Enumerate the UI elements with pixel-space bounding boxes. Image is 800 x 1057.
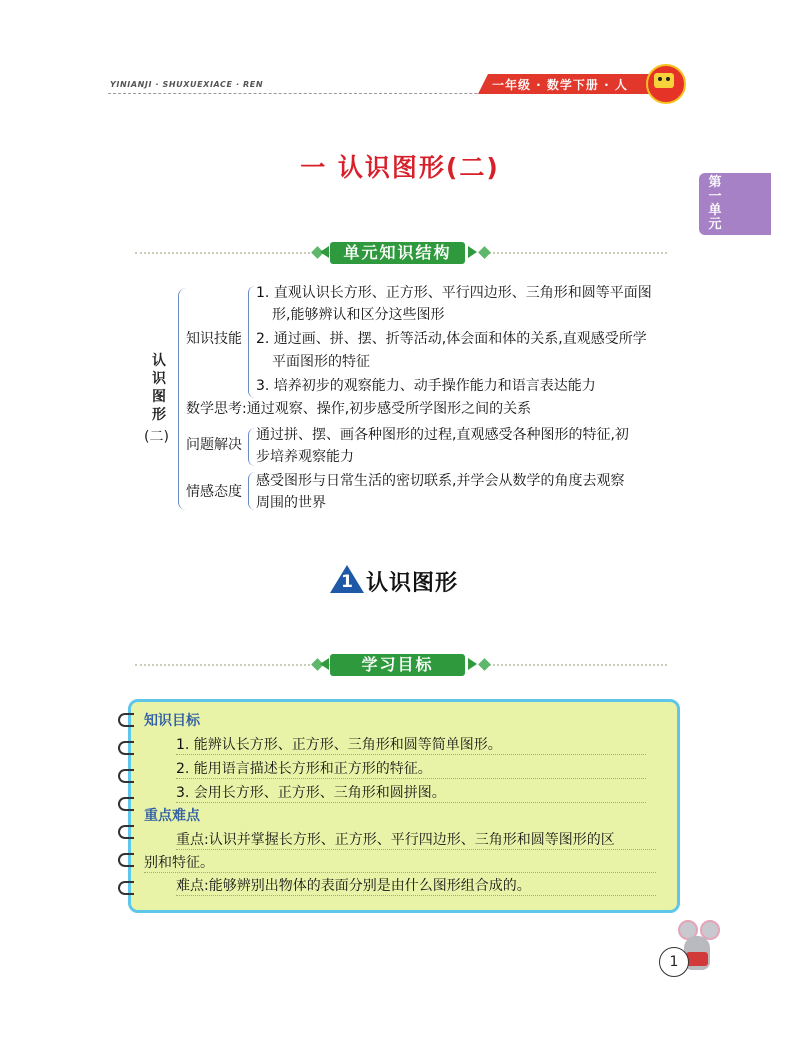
section-banner-structure: 单元知识结构 (330, 242, 465, 264)
section-banner-goals: 学习目标 (330, 654, 465, 676)
lesson-title: 认识图形 (366, 571, 459, 596)
knowledge-goal: 3. 会用长方形、正方形、三角形和圆拼图。 (176, 782, 646, 803)
skill-item-cont: 平面图形的特征 (272, 354, 370, 370)
running-header-pinyin: YINIANJI · SHUXUEXIACE · REN (110, 80, 264, 89)
logo-eye-icon (658, 77, 662, 81)
math-thinking: 数学思考:通过观察、操作,初步感受所学图形之间的关系 (186, 401, 532, 417)
binder-ring-icon (118, 797, 134, 811)
emotion-item-cont: 周围的世界 (256, 495, 326, 511)
structure-brace-skill (248, 286, 255, 398)
banner-dotline-right (482, 252, 667, 254)
root-char: 认 (152, 353, 166, 369)
banner-dotline-left (135, 252, 330, 254)
key-point: 重点:认识并掌握长方形、正方形、平行四边形、三角形和圆等图形的区 (176, 829, 656, 850)
skill-item: 3. 培养初步的观察能力、动手操作能力和语言表达能力 (256, 378, 596, 394)
binder-ring-icon (118, 713, 134, 727)
goals-heading-key: 重点难点 (144, 808, 200, 824)
emotion-item: 感受图形与日常生活的密切联系,并学会从数学的角度去观察 (256, 473, 625, 489)
mascot-shirt (686, 952, 708, 966)
banner-dotline-right (482, 664, 667, 666)
structure-brace-main (178, 288, 187, 510)
structure-brace-problem (248, 428, 255, 466)
skill-item-cont: 形,能够辨认和区分这些图形 (272, 307, 445, 323)
lesson-number: 1 (341, 572, 353, 592)
header-tab-text: 一年级 · 数学下册 · 人 (492, 78, 628, 92)
banner-dotline-left (135, 664, 330, 666)
binder-ring-icon (118, 881, 134, 895)
category-emotion: 情感态度 (186, 484, 242, 500)
key-point-cont: 别和特征。 (144, 852, 656, 873)
structure-root (146, 352, 172, 424)
skill-item: 1. 直观认识长方形、正方形、平行四边形、三角形和圆等平面图 (256, 285, 652, 301)
category-problem: 问题解决 (186, 437, 242, 453)
banner-arrow-left-icon (320, 246, 329, 258)
knowledge-goal: 2. 能用语言描述长方形和正方形的特征。 (176, 758, 646, 779)
root-char: 识 (152, 371, 166, 387)
difficulty-point: 难点:能够辨别出物体的表面分别是由什么图形组合成的。 (176, 875, 656, 896)
banner-arrow-left-icon (320, 658, 329, 670)
knowledge-goal: 1. 能辨认长方形、正方形、三角形和圆等简单图形。 (176, 734, 646, 755)
logo-eye-icon (666, 77, 670, 81)
binder-ring-icon (118, 769, 134, 783)
banner-gem-icon (478, 246, 491, 259)
banner-gem-icon (478, 658, 491, 671)
logo-book-icon (654, 73, 674, 88)
goals-heading-knowledge: 知识目标 (144, 713, 200, 729)
page-number: 1 (659, 947, 689, 977)
unit-side-tab-text: 第一单元 (708, 175, 722, 232)
structure-root-sub: (二) (144, 429, 169, 445)
problem-item-cont: 步培养观察能力 (256, 449, 354, 465)
root-char: 图 (152, 389, 166, 405)
problem-item: 通过拼、摆、画各种图形的过程,直观感受各种图形的特征,初 (256, 427, 629, 443)
skill-item: 2. 通过画、拼、摆、折等活动,体会面和体的关系,直观感受所学 (256, 331, 647, 347)
banner-arrow-right-icon (468, 658, 477, 670)
banner-arrow-right-icon (468, 246, 477, 258)
structure-brace-emotion (248, 472, 255, 510)
binder-ring-icon (118, 853, 134, 867)
root-char: 形 (152, 407, 166, 423)
chapter-title: 一 认识图形(二) (300, 153, 500, 182)
binder-ring-icon (118, 741, 134, 755)
category-skill: 知识技能 (186, 331, 242, 347)
binder-ring-icon (118, 825, 134, 839)
